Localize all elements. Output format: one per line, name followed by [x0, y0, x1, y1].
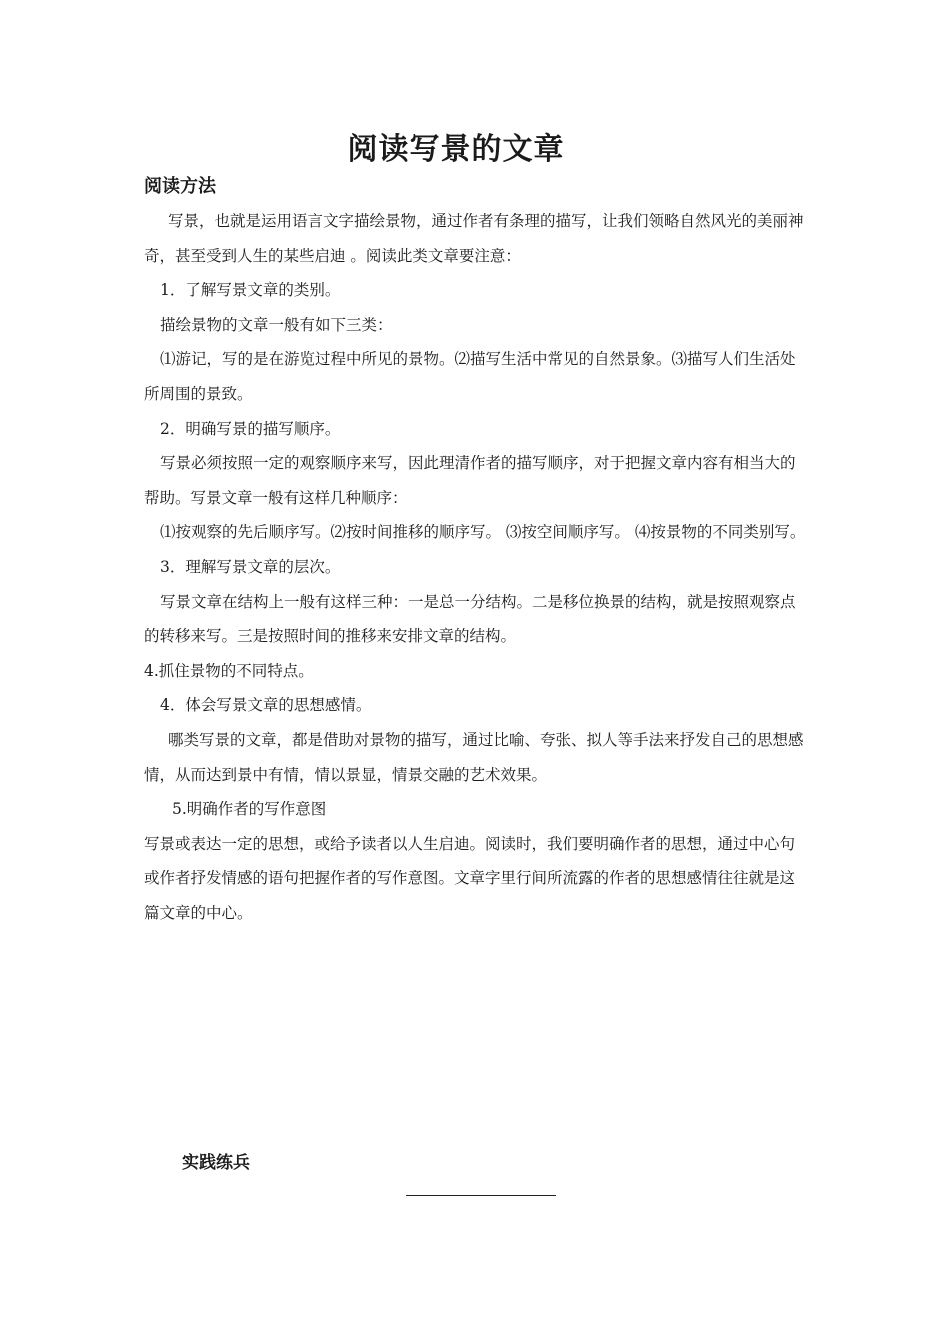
horizontal-rule [406, 1195, 556, 1196]
document-title: 阅读写景的文章 [347, 132, 565, 167]
paragraph-point-4a: 4.抓住景物的不同特点。 [144, 661, 314, 680]
paragraph-categories: ⑴游记，写的是在游览过程中所见的景物。⑵描写生活中常见的自然景象。⑶描写人们生活处所周围的景致。 [144, 350, 796, 403]
paragraph-categories-intro: 描绘景物的文章一般有如下三类： [160, 315, 393, 334]
paragraph-point-1: 1．了解写景文章的类别。 [160, 281, 341, 300]
paragraph-point-2: 2．明确写景的描写顺序。 [160, 419, 341, 438]
paragraph-point-3: 3．理解写景文章的层次。 [160, 557, 341, 576]
section-heading-practice: 实践练兵 [182, 1153, 250, 1173]
section-heading-reading-method: 阅读方法 [144, 176, 216, 197]
paragraph-order-intro: 写景必须按照一定的观察顺序来写，因此理清作者的描写顺序，对于把握文章内容有相当大的帮助。写景文章一般有这样几种顺序： [144, 454, 796, 507]
paragraph-orders: ⑴按观察的先后顺序写。⑵按时间推移的顺序写。 ⑶按空间顺序写。 ⑷按景物的不同类别写。 [160, 523, 806, 542]
paragraph-point-4b: 4．体会写景文章的思想感情。 [160, 696, 372, 715]
body-text [144, 204, 810, 930]
paragraph-point-5: 5.明确作者的写作意图 [172, 800, 327, 819]
paragraph-intro: 写景，也就是运用语言文字描绘景物，通过作者有条理的描写，让我们领略自然风光的美丽神奇，甚至受到人生的某些启迪 。阅读此类文章要注意： [144, 212, 804, 265]
paragraph-structures: 写景文章在结构上一般有这样三种：一是总一分结构。二是移位换景的结构，就是按照观察点的转移来写。三是按照时间的推移来安排文章的结构。 [144, 592, 796, 646]
paragraph-intent: 写景或表达一定的思想，或给予读者以人生启迪。阅读时，我们要明确作者的思想，通过中心句或作者抒发情感的语句把握作者的写作意图。文章字里行间所流露的作者的思想感情往往就是这篇文章的中心。 [144, 834, 796, 922]
paragraph-feelings: 哪类写景的文章，都是借助对景物的描写，通过比喻、夸张、拟人等手法来抒发自己的思想感情，从而达到景中有情，情以景显，情景交融的艺术效果。 [144, 730, 804, 784]
